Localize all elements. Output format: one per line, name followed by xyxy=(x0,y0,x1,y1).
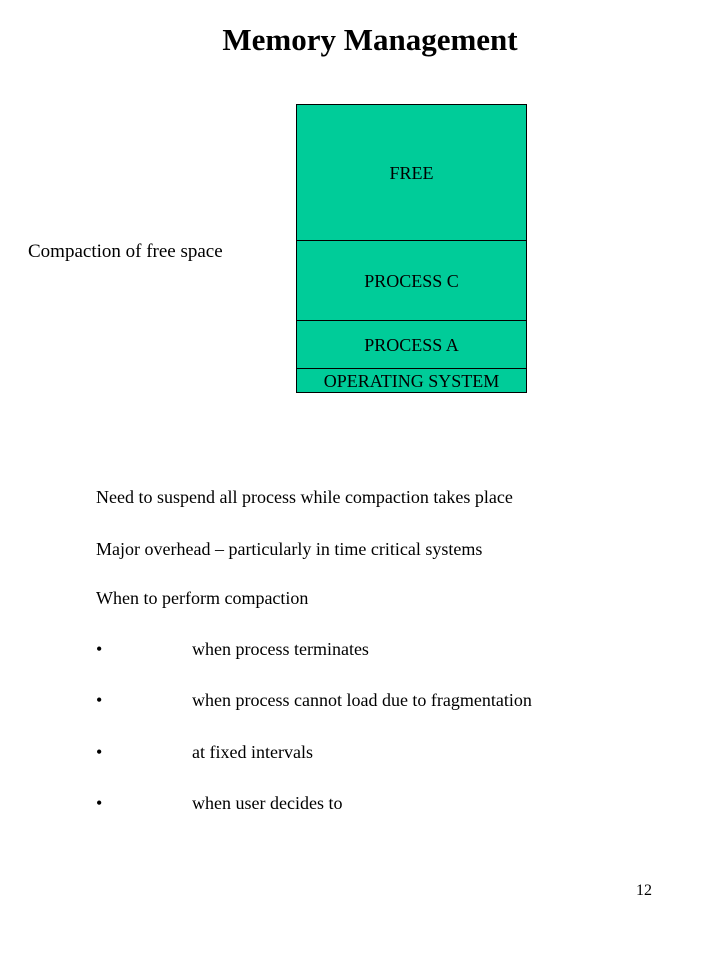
bullet-text: when process terminates xyxy=(192,639,369,659)
memory-block-process-a-label: PROCESS A xyxy=(364,334,459,355)
memory-block-free xyxy=(296,104,527,241)
memory-block-operating-system-label: OPERATING SYSTEM xyxy=(323,370,500,391)
memory-block-operating-system xyxy=(296,368,527,393)
text-line-suspend: Need to suspend all process while compaction takes place xyxy=(96,487,513,507)
bullet-icon: • xyxy=(96,690,103,710)
text-line-overhead: Major overhead – particularly in time critical systems xyxy=(96,539,483,559)
bullet-text: when process cannot load due to fragmentation xyxy=(192,690,532,710)
text-line-when: When to perform compaction xyxy=(96,588,309,608)
bullet-icon: • xyxy=(96,742,103,762)
bullet-icon: • xyxy=(96,793,103,813)
memory-block-process-c-label: PROCESS C xyxy=(364,270,459,291)
memory-block-free-label: FREE xyxy=(389,162,434,183)
page-title: Memory Management xyxy=(222,22,518,57)
memory-block-process-a xyxy=(296,320,527,369)
memory-block-process-c xyxy=(296,240,527,321)
memory-layout-diagram xyxy=(296,104,527,392)
page-number: 12 xyxy=(636,882,652,899)
bullet-text: when user decides to xyxy=(192,793,343,813)
compaction-label: Compaction of free space xyxy=(28,241,223,262)
bullet-text: at fixed intervals xyxy=(192,742,313,762)
bullet-icon: • xyxy=(96,639,103,659)
